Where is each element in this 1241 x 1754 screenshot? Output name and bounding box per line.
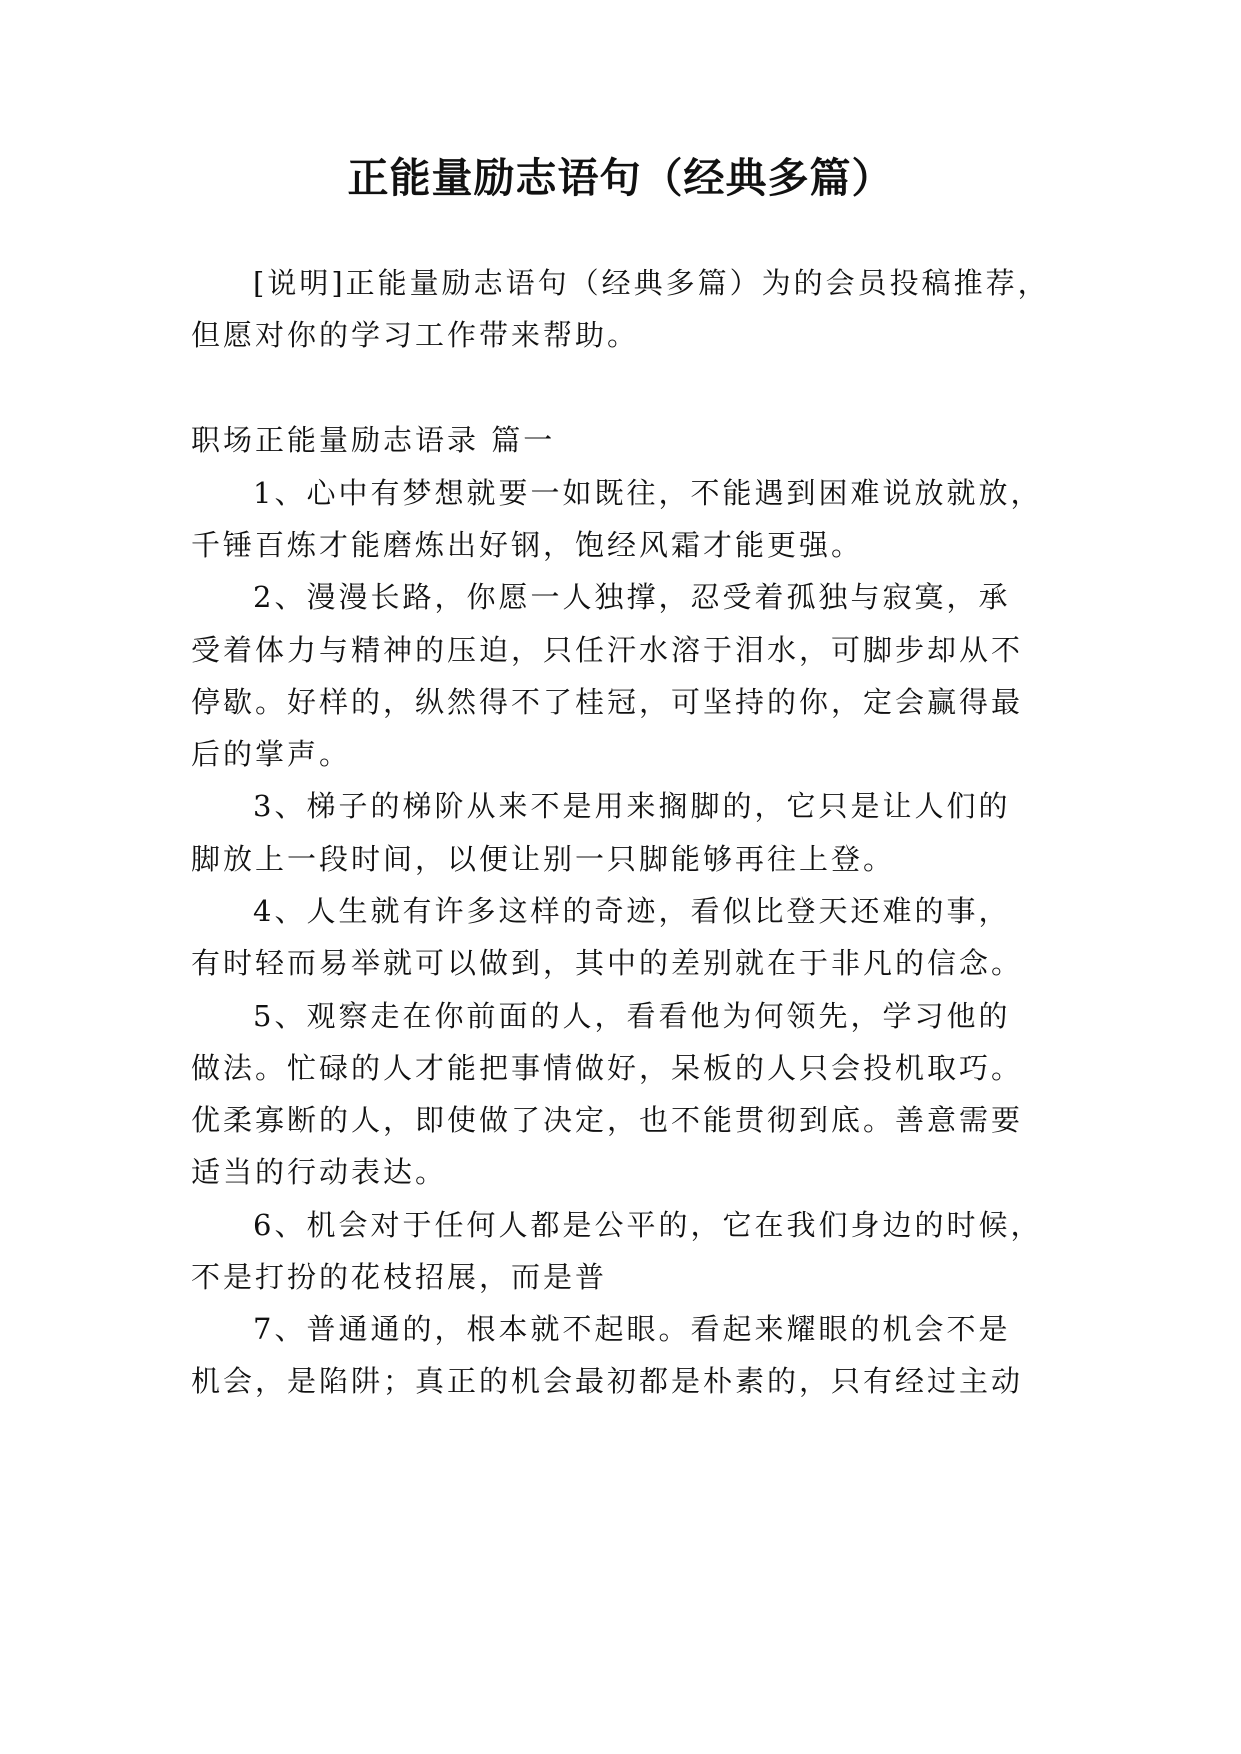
section-heading: 职场正能量励志语录 篇一: [191, 423, 556, 457]
document-title: 正能量励志语句（经典多篇）: [347, 154, 894, 202]
paragraph-line: 适当的行动表达。: [191, 1155, 448, 1189]
paragraph-line: 有时轻而易举就可以做到，其中的差别就在于非凡的信念。: [191, 946, 1024, 980]
intro-line: 但愿对你的学习工作带来帮助。: [191, 318, 640, 352]
paragraph-line: 受着体力与精神的压迫，只任汗水溶于泪水，可脚步却从不: [191, 633, 1024, 667]
paragraph-line: 7、普通通的，根本就不起眼。看起来耀眼的机会不是: [253, 1312, 1011, 1346]
paragraph-line: 停歇。好样的，纵然得不了桂冠，可坚持的你，定会赢得最: [191, 685, 1024, 719]
paragraph-line: 6、机会对于任何人都是公平的，它在我们身边的时候，: [253, 1208, 1043, 1242]
paragraph-line: 5、观察走在你前面的人，看看他为何领先，学习他的: [253, 999, 1011, 1033]
paragraph-line: 不是打扮的花枝招展，而是普: [191, 1260, 608, 1294]
paragraph-line: 脚放上一段时间，以便让别一只脚能够再往上登。: [191, 842, 896, 876]
paragraph-line: 千锤百炼才能磨炼出好钢，饱经风霜才能更强。: [191, 528, 864, 562]
paragraph-line: 机会，是陷阱；真正的机会最初都是朴素的，只有经过主动: [191, 1364, 1024, 1398]
paragraph-line: 3、梯子的梯阶从来不是用来搁脚的，它只是让人们的: [253, 789, 1011, 823]
paragraph-line: 1、心中有梦想就要一如既往，不能遇到困难说放就放，: [253, 476, 1043, 510]
paragraph-line: 4、人生就有许多这样的奇迹，看似比登天还难的事，: [253, 894, 1011, 928]
paragraph-line: 做法。忙碌的人才能把事情做好，呆板的人只会投机取巧。: [191, 1051, 1024, 1085]
paragraph-line: 2、漫漫长路，你愿一人独撑，忍受着孤独与寂寞，承: [253, 580, 1011, 614]
paragraph-line: 优柔寡断的人，即使做了决定，也不能贯彻到底。善意需要: [191, 1103, 1024, 1137]
paragraph-line: 后的掌声。: [191, 737, 352, 771]
intro-line: [说明]正能量励志语句（经典多篇）为的会员投稿推荐，: [253, 266, 1050, 300]
